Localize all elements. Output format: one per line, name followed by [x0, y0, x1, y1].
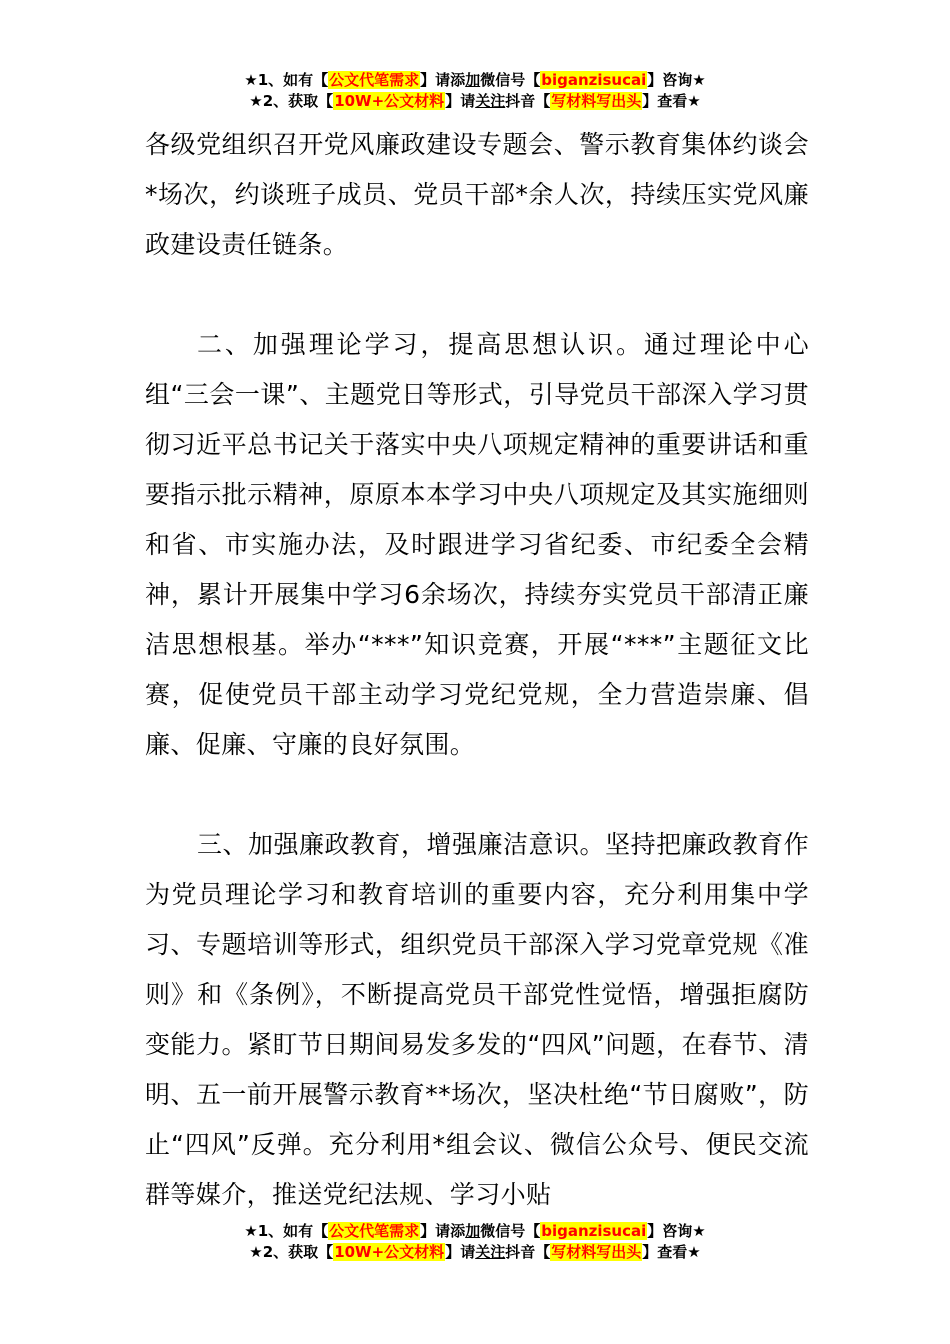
highlight-service: 公文代笔需求 [329, 71, 420, 89]
paragraph-gap [145, 270, 809, 320]
paragraph-3: 三、加强廉政教育，增强廉洁意识。坚持把廉政教育作为党员理论学习和教育培训的重要内容，充分利用集中学习、专题培训等形式，组织党员干部深入学习党章党规《准则》和《条例》，不断提高党员干部党性觉悟，增强拒腐防变能力。紧盯节日期间易发多发的“四风”问题，在春节、清明、五一前开展警示教育**场次，坚决杜绝“节日腐败”，防止“四风”反弹。充分利用*组会议、微信公众号、便民交流群等媒介，推送党纪法规、学习小贴 [145, 830, 809, 1209]
highlight-service: 公文代笔需求 [329, 1222, 420, 1240]
banner-line-2: ★2、获取【10W+公文材料】请关注抖音【写材料写出头】查看★ [249, 1243, 701, 1261]
highlight-wechat-id: biganzisucai [541, 1222, 647, 1240]
highlight-douyin: 写材料写出头 [551, 1243, 642, 1261]
paragraph-1: 各级党组织召开党风廉政建设专题会、警示教育集体约谈会*场次，约谈班子成员、党员干部*余人次，持续压实党风廉政建设责任链条。 [145, 130, 809, 259]
paragraph-2: 二、加强理论学习，提高思想认识。通过理论中心组“三会一课”、主题党日等形式，引导党员干部深入学习贯彻习近平总书记关于落实中央八项规定精神的重要讲话和重要指示批示精神，原原本本学习中央八项规定及其实施细则和省、市实施办法，及时跟进学习省纪委、市纪委全会精神，累计开展集中学习6余场次，持续夯实党员干部清正廉洁思想根基。举办“***”知识竞赛，开展“***”主题征文比赛，促使党员干部主动学习党纪党规，全力营造崇廉、倡廉、促廉、守廉的良好氛围。 [145, 330, 809, 759]
highlight-materials: 10W+公文材料 [334, 92, 445, 110]
banner-line-2: ★2、获取【10W+公文材料】请关注抖音【写材料写出头】查看★ [249, 92, 701, 110]
paragraph-gap [145, 770, 809, 820]
banner-line-1: ★1、如有【公文代笔需求】请添加微信号【biganzisucai】咨询★ [244, 1222, 706, 1240]
highlight-wechat-id: biganzisucai [541, 71, 647, 89]
document-body [145, 120, 809, 1220]
banner-line-1: ★1、如有【公文代笔需求】请添加微信号【biganzisucai】咨询★ [244, 71, 706, 89]
footer-banner [0, 1221, 950, 1263]
highlight-materials: 10W+公文材料 [334, 1243, 445, 1261]
header-banner [0, 70, 950, 112]
highlight-douyin: 写材料写出头 [551, 92, 642, 110]
